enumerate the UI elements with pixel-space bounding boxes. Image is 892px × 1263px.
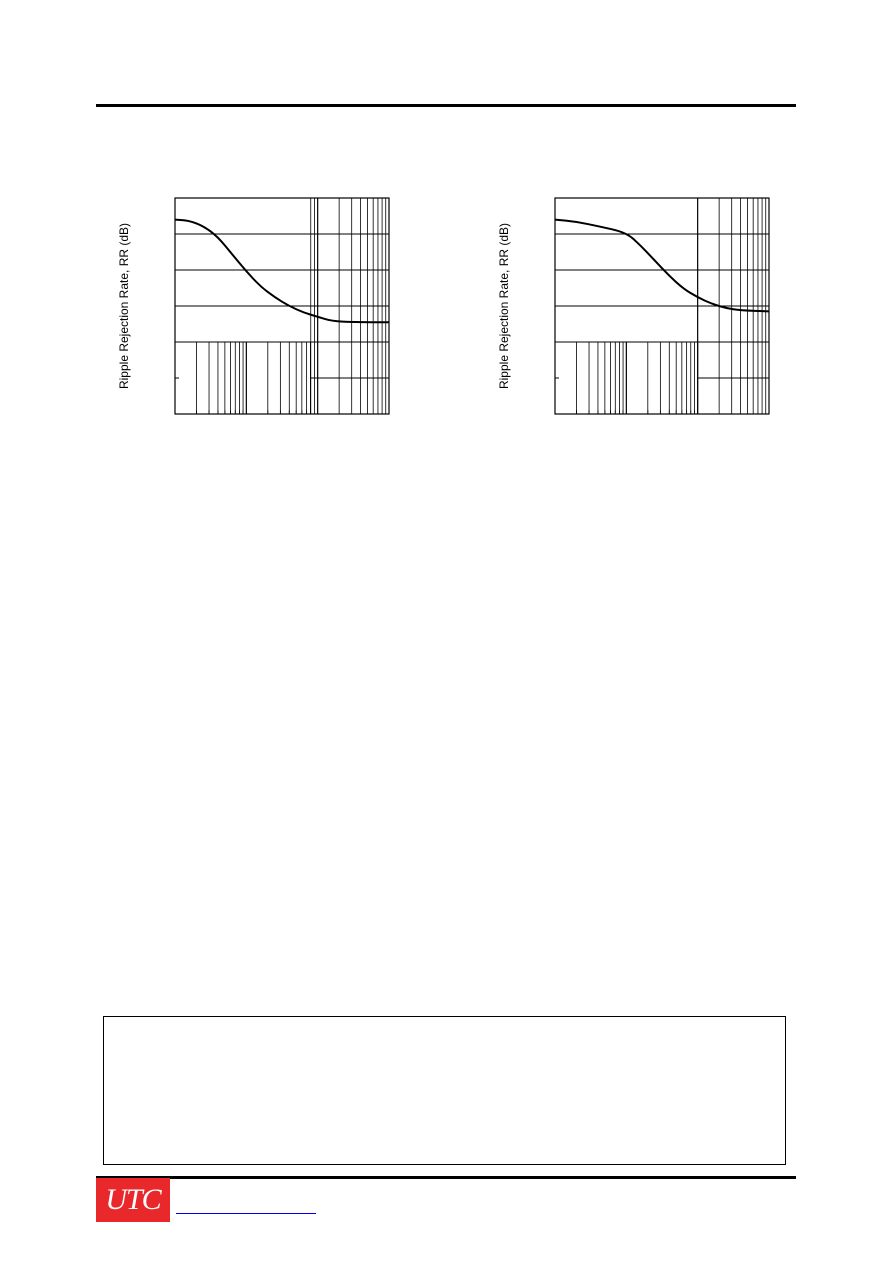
ripple-rejection-chart-left — [108, 180, 408, 430]
header-rule — [96, 104, 796, 107]
ripple-rejection-chart-right — [488, 180, 788, 430]
website-link[interactable] — [176, 1213, 316, 1214]
utc-logo — [96, 1178, 170, 1222]
series-line — [175, 220, 389, 323]
footer-rule — [96, 1176, 796, 1179]
utc-logo-text: UTC — [105, 1183, 161, 1216]
disclaimer-box — [103, 1016, 786, 1165]
y-axis-label: Ripple Rejection Rate, RR (dB) — [117, 222, 131, 390]
series-line — [555, 220, 769, 312]
y-axis-label: Ripple Rejection Rate, RR (dB) — [497, 222, 511, 390]
